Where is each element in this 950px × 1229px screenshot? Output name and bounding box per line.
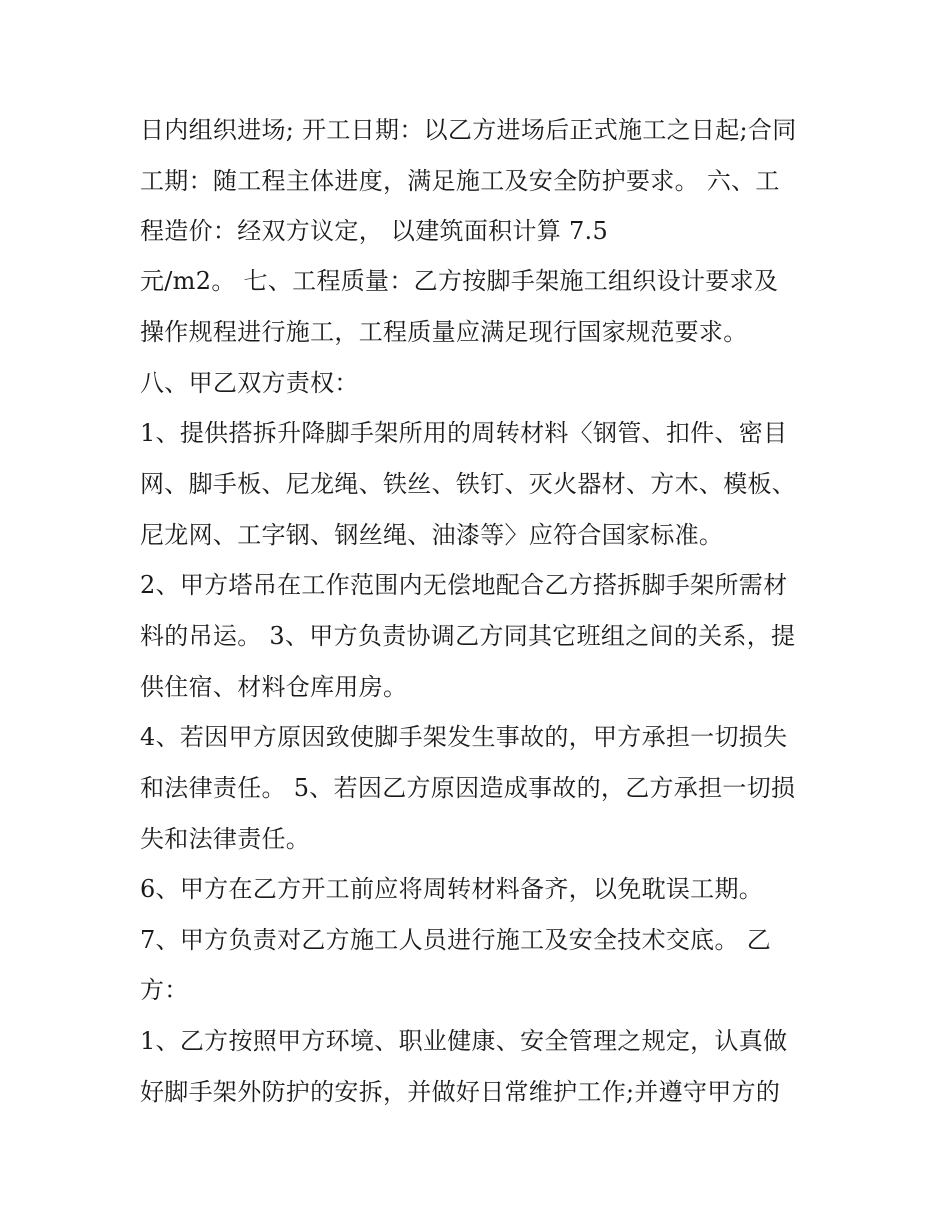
section-heading: 八、甲乙双方责权： — [140, 369, 359, 397]
text-line: 网、脚手板、尼龙绳、铁丝、铁钉、灭火器材、方木、模板、 — [140, 470, 797, 498]
text-line: 6、甲方在乙方开工前应将周转材料备齐，以免耽误工期。 — [140, 875, 764, 903]
text-line: 工期：随工程主体进度，满足施工及安全防护要求。 六、工 — [140, 167, 780, 195]
text-line: 料的吊运。 3、甲方负责协调乙方同其它班组之间的关系，提 — [140, 622, 796, 650]
text-line: 1、乙方按照甲方环境、职业健康、安全管理之规定，认真做 — [140, 1027, 788, 1055]
text-line: 7、甲方负责对乙方施工人员进行施工及安全技术交底。 乙 — [140, 926, 771, 954]
text-line: 失和法律责任。 — [140, 825, 311, 853]
text-line: 日内组织进场; 开工日期：以乙方进场后正式施工之日起;合同 — [140, 116, 797, 144]
text-line: 程造价：经双方议定， 以建筑面积计算 7.5 — [140, 217, 609, 245]
text-line: 1、提供搭拆升降脚手架所用的周转材料〈钢管、扣件、密目 — [140, 419, 788, 447]
text-line: 操作规程进行施工，工程质量应满足现行国家规范要求。 — [140, 318, 748, 346]
text-line: 元/m2。 七、工程质量：乙方按脚手架施工组织设计要求及 — [140, 267, 779, 295]
text-line: 2、甲方塔吊在工作范围内无偿地配合乙方搭拆脚手架所需材 — [140, 571, 788, 599]
text-line: 和法律责任。 5、若因乙方原因造成事故的，乙方承担一切损 — [140, 774, 796, 802]
text-line: 供住宿、材料仓库用房。 — [140, 673, 408, 701]
text-line: 好脚手架外防护的安拆，并做好日常维护工作;并遵守甲方的 — [140, 1078, 781, 1106]
text-line: 尼龙网、工字钢、钢丝绳、油漆等〉应符合国家标准。 — [140, 521, 724, 549]
text-line: 4、若因甲方原因致使脚手架发生事故的，甲方承担一切损失 — [140, 723, 788, 751]
section-heading: 方： — [140, 976, 189, 1004]
